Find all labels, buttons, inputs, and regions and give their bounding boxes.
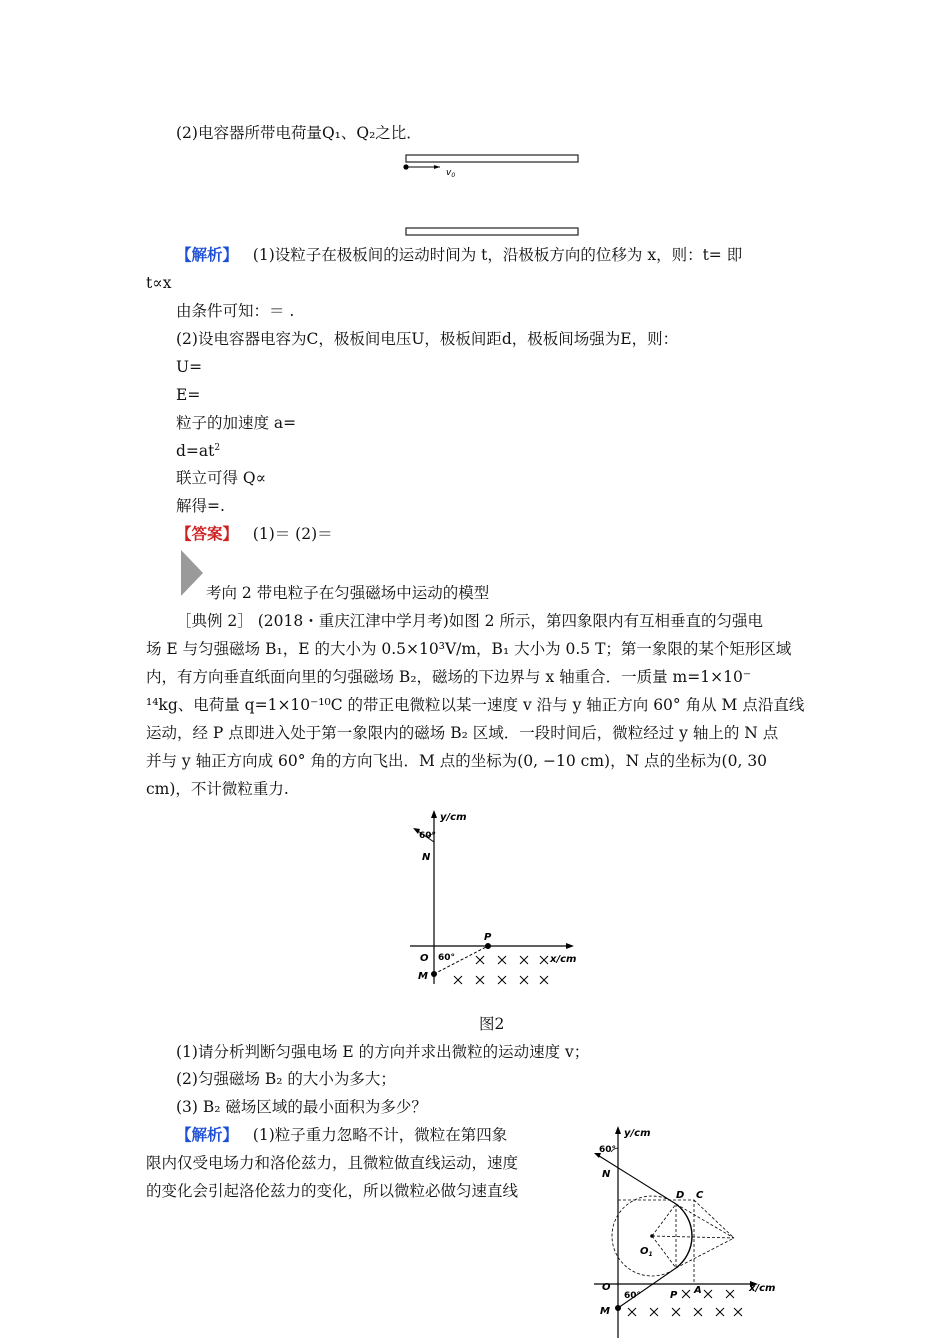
lower-plate <box>406 228 578 235</box>
answer-tag: 【答案】 <box>176 524 239 543</box>
solution-1-line-5: E= <box>176 386 201 404</box>
velocity-label: $v_0$ <box>446 168 456 179</box>
figure-2-caption: 图2 <box>479 1015 505 1033</box>
question-part-2: (2)电容器所带电荷量Q₁、Q₂之比． <box>176 124 422 142</box>
solution-1-line-2: 由条件可知：＝ . <box>176 302 295 320</box>
section-title: 考向 2 带电粒子在匀强磁场中运动的模型 <box>206 584 490 602</box>
example-2-line-6: 并与 y 轴正方向成 60° 角的方向飞出．M 点的坐标为(0, −10 cm)，N 点的坐标为(0, 30 <box>146 752 768 770</box>
solution-1-line-1b: t∝x <box>146 274 172 292</box>
question-2: (2)匀强磁场 B₂ 的大小为多大； <box>176 1070 396 1088</box>
x-axis-label: x/cm <box>550 954 577 965</box>
point-C-label: C <box>696 1190 704 1201</box>
trajectory-arc <box>676 1204 692 1268</box>
point-P-label: P <box>484 932 492 943</box>
particle-dot <box>403 164 408 169</box>
field-region-rect <box>618 1200 694 1284</box>
solution-1-line-8: 联立可得 Q∝ <box>176 469 267 487</box>
magnetic-field-crosses <box>454 956 548 984</box>
question-1: (1)请分析判断匀强电场 E 的方向并求出微粒的运动速度 v； <box>176 1043 590 1061</box>
angle-top-label-2: 60° <box>599 1145 617 1155</box>
angle-top-label: 60° <box>419 831 437 841</box>
solution-2-line-1: 【解析】 (1)粒子重力忽略不计，微粒在第四象 <box>176 1125 508 1144</box>
point-D-label: D <box>676 1190 685 1201</box>
example-2-line-2: 场 E 与匀强磁场 B₁，E 的大小为 0.5×10³V/m，B₁ 大小为 0.5 T；第一象限的某个矩形区域 <box>146 640 792 658</box>
answer-1: 【答案】 (1)＝ (2)＝ <box>176 524 333 543</box>
question-3: (3) B₂ 磁场区域的最小面积为多少？ <box>176 1098 427 1116</box>
solution-1-line-3: (2)设电容器电容为C，极板间电压U，极板间距d，极板间场强为E，则： <box>176 330 679 348</box>
example-2-line-7: cm)，不计微粒重力. <box>146 780 289 798</box>
point-P-label-2: P <box>670 1290 678 1301</box>
point-N-label-2: N <box>602 1169 611 1180</box>
example-2-line-1: ［典例 2］ (2018・重庆江津中学月考)如图 2 所示，第四象限内有互相垂直的匀强电 <box>176 612 763 630</box>
origin-label-2: O <box>602 1282 611 1293</box>
y-axis-label-2: y/cm <box>624 1128 651 1139</box>
example-2-line-4: ¹⁴kg、电荷量 q=1×10⁻¹⁰C 的带正电微粒以某一速度 v 沿与 y 轴正方向 60° 角从 M 点沿直线 <box>146 696 805 714</box>
solution-1-line-9: 解得=. <box>176 497 225 515</box>
point-N-label: N <box>422 852 431 863</box>
magnetic-field-crosses-2 <box>628 1290 742 1316</box>
solution-diagram <box>584 1118 784 1340</box>
analysis-tag: 【解析】 <box>176 245 239 264</box>
solution-1-line-6: 粒子的加速度 a= <box>176 414 297 432</box>
upper-plate <box>406 155 578 162</box>
entry-line <box>618 1268 676 1308</box>
point-A-label: A <box>694 1285 702 1296</box>
point-M-2 <box>615 1305 621 1311</box>
center-O1-label: $O_1$ <box>640 1246 653 1258</box>
point-M-label: M <box>418 971 428 982</box>
solution-1-line-1: 【解析】 (1)设粒子在极板间的运动时间为 t，沿极板方向的位移为 x，则：t= 即 <box>176 245 743 264</box>
origin-label: O <box>420 953 429 964</box>
y-axis-label: y/cm <box>440 812 467 823</box>
point-M <box>431 971 437 977</box>
angle-bottom-label-2: 60° <box>624 1291 642 1301</box>
solution-2-line-3: 的变化会引起洛伦兹力的变化，所以微粒必做匀速直线 <box>146 1182 519 1200</box>
example-2-line-5: 运动，经 P 点即进入处于第一象限内的磁场 B₂ 区域．一段时间后，微粒经过 y 轴上的 N 点 <box>146 724 779 742</box>
solution-1-line-4: U= <box>176 358 203 376</box>
center-O1 <box>650 1234 654 1238</box>
solution-2-line-2: 限内仅受电场力和洛伦兹力，且微粒做直线运动，速度 <box>146 1154 519 1172</box>
angle-bottom-label: 60° <box>438 953 456 963</box>
point-P <box>485 943 491 949</box>
section-triangle-icon <box>181 550 205 596</box>
solution-1-line-7: $d=at^2$ <box>176 442 221 460</box>
analysis-tag-2: 【解析】 <box>176 1125 239 1144</box>
figure-2-diagram <box>400 804 590 1004</box>
x-axis-label-2: x/cm <box>749 1283 776 1294</box>
capacitor-figure <box>396 150 586 240</box>
example-2-line-3: 内，有方向垂直纸面向里的匀强磁场 B₂，磁场的下边界与 x 轴重合．一质量 m=1×10⁻ <box>146 668 751 686</box>
point-M-label-2: M <box>600 1306 610 1317</box>
